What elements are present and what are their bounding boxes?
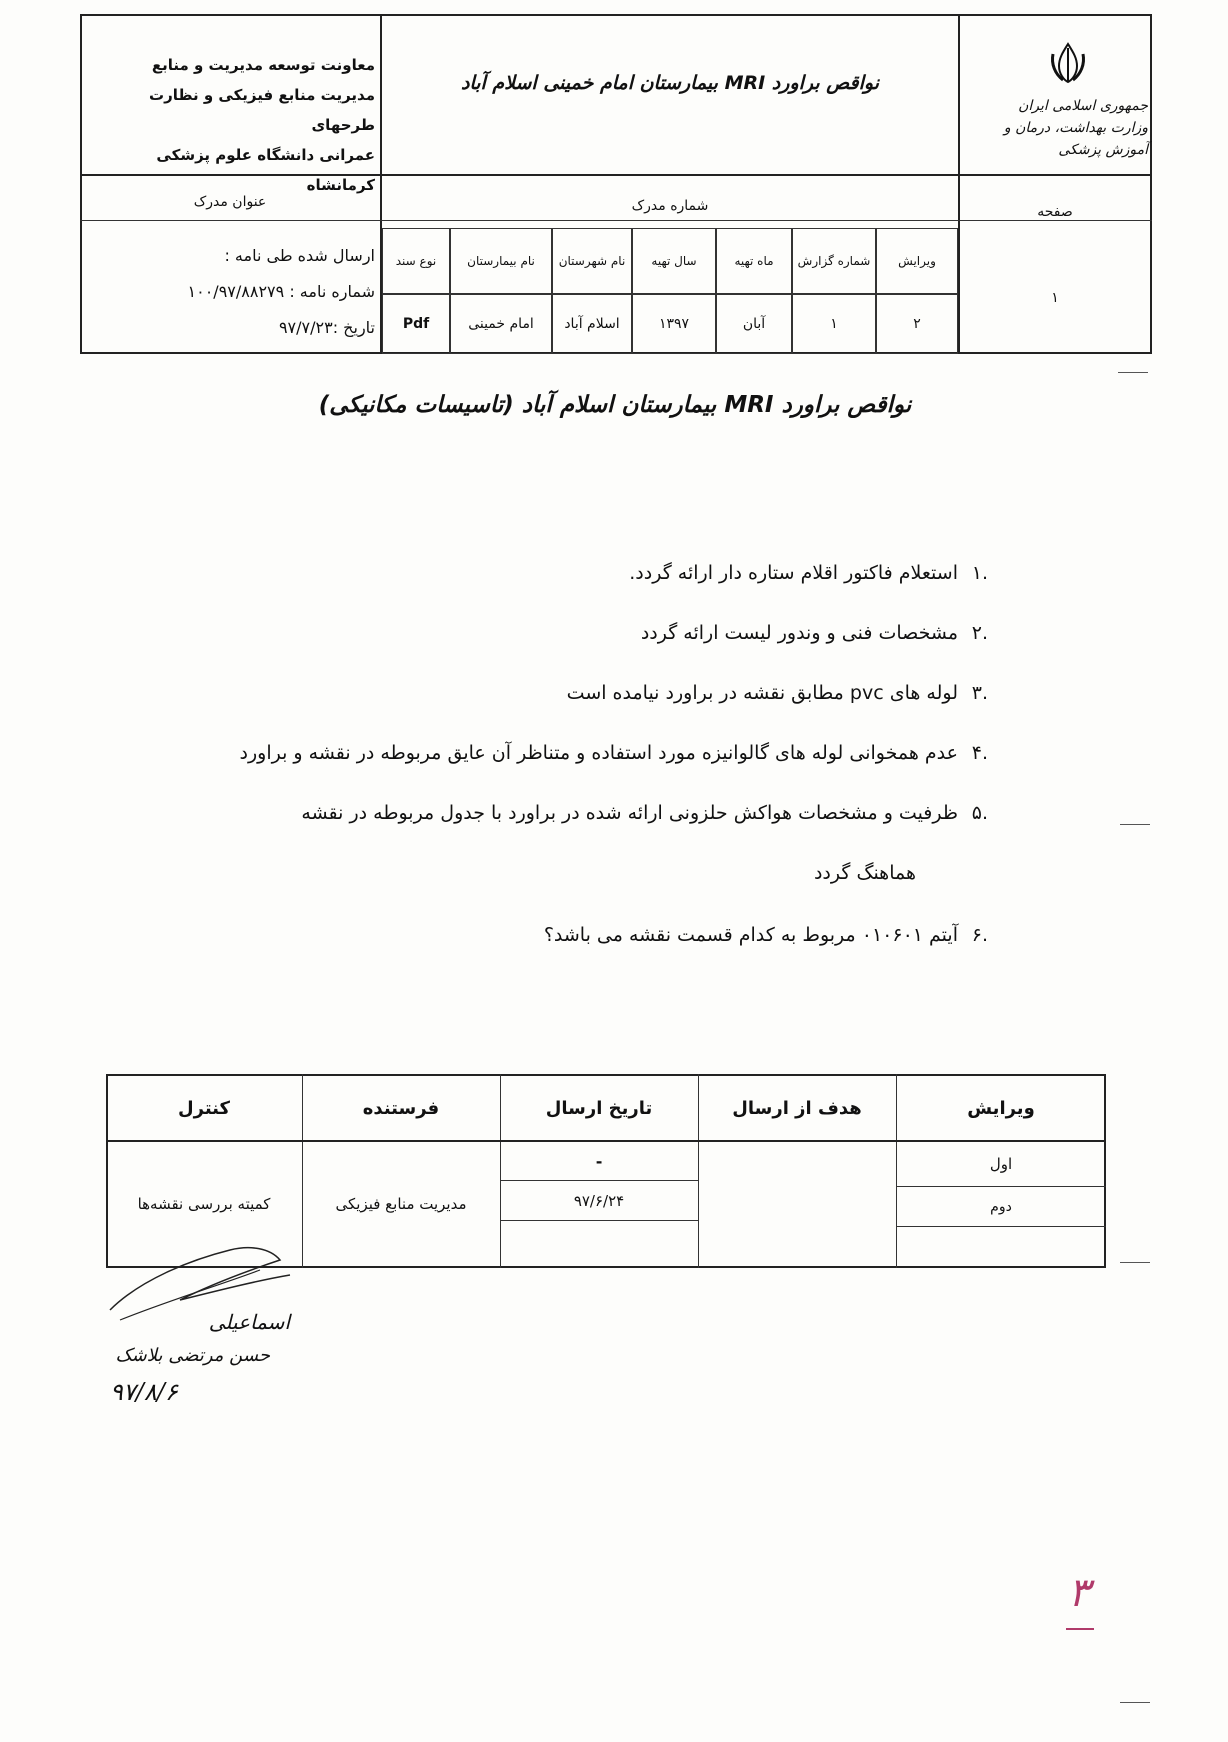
list-number: .۱ <box>971 562 988 584</box>
list-number: .۲ <box>971 622 988 644</box>
col-header-month: ماه تهیه <box>716 228 792 294</box>
page-number-underline <box>1066 1628 1094 1630</box>
footer-revision-row: اول <box>989 1155 1013 1173</box>
footer-date-row <box>500 1221 698 1266</box>
organization-name: معاونت توسعه مدیریت و منابع مدیریت منابع فیزیکی و نظارت طرحهای عمرانی دانشگاه علوم پزشکی کرمانشاه <box>149 56 375 194</box>
signature-date: ۹۷/۸/۶ <box>110 1378 178 1406</box>
footer-date-row: ۹۷/۶/۲۴ <box>573 1191 625 1210</box>
signature-name: اسماعیلی <box>208 1310 290 1334</box>
col-header-city: نام شهرستان <box>552 228 632 294</box>
list-number: .۳ <box>971 682 988 704</box>
footer-control: کمیته بررسی نقشه‌ها <box>137 1195 271 1213</box>
col-header-revision: ویرایش <box>876 228 958 294</box>
ministry-logo-text: جمهوری اسلامی ایران وزارت بهداشت، درمان و آموزش پزشکی <box>1003 98 1148 158</box>
value-hospital: امام خمینی <box>450 294 552 354</box>
scan-mark <box>1120 824 1150 825</box>
list-item: لوله های pvc مطابق نقشه در براورد نیامده است <box>566 682 958 704</box>
scan-mark <box>1120 1702 1150 1703</box>
header-divider <box>80 220 1152 221</box>
scan-mark <box>1118 372 1148 373</box>
value-doc-type: Pdf <box>382 294 450 354</box>
footer-sender: مدیریت منابع فیزیکی <box>335 1195 467 1213</box>
value-year: ۱۳۹۷ <box>632 294 716 354</box>
footer-header-sender: فرستنده <box>362 1097 440 1119</box>
label-page: صفحه <box>1037 204 1073 220</box>
col-header-year: سال تهیه <box>632 228 716 294</box>
list-number: .۴ <box>971 742 988 764</box>
list-item: عدم همخوانی لوله های گالوانیزه مورد استفاده و متناظر آن عایق مربوطه در نقشه و براورد <box>239 742 958 764</box>
col-header-hospital: نام بیمارستان <box>450 228 552 294</box>
label-doc-number: شماره مدرک <box>631 198 709 214</box>
list-number: .۵ <box>971 802 988 824</box>
sent-letter-info: ارسال شده طی نامه : شماره نامه : ۱۰۰/۹۷/۸۸۲۷۹ تاریخ :۹۷/۷/۲۳ <box>187 246 375 337</box>
list-number: .۶ <box>971 924 988 946</box>
header-doc-title: نواقص براورد MRI بیمارستان امام خمینی اسلام آباد <box>460 72 880 94</box>
list-item: ظرفیت و مشخصات هواکش حلزونی ارائه شده در براورد با جدول مربوطه در نقشه <box>301 802 958 824</box>
list-item: مشخصات فنی و وندور لیست ارائه گردد <box>640 622 958 644</box>
page-value: ۱ <box>1051 290 1059 306</box>
list-item: آیتم ۰۱۰۶۰۱ مربوط به کدام قسمت نقشه می باشد؟ <box>543 924 958 946</box>
list-item-continuation: هماهنگ گردد <box>813 862 916 884</box>
main-title: نواقص براورد MRI بیمارستان اسلام آباد (تاسیسات مکانیکی) <box>318 392 912 418</box>
footer-revision-row <box>896 1227 1106 1266</box>
page-number-handwritten: ۳ <box>1068 1570 1090 1616</box>
value-report-number: ۱ <box>792 294 876 354</box>
footer-header-revision: ویرایش <box>967 1097 1035 1119</box>
footer-date-row: - <box>595 1151 603 1171</box>
footer-revision-row: دوم <box>990 1198 1012 1215</box>
footer-header-send-date: تاریخ ارسال <box>545 1097 653 1119</box>
emblem-icon <box>1045 40 1091 86</box>
signature-title: حسن مرتضی بلاشک <box>115 1345 270 1366</box>
value-city: اسلام آباد <box>552 294 632 354</box>
col-header-doc-type: نوع سند <box>382 228 450 294</box>
scan-mark <box>1120 1262 1150 1263</box>
label-doc-title: عنوان مدرک <box>193 194 267 210</box>
footer-header-control: کنترل <box>178 1097 230 1119</box>
value-month: آبان <box>716 294 792 354</box>
value-revision: ۲ <box>876 294 958 354</box>
list-item: استعلام فاکتور اقلام ستاره دار ارائه گردد. <box>629 562 958 584</box>
footer-header-purpose: هدف از ارسال <box>732 1097 862 1119</box>
col-header-report-number: شماره گزارش <box>792 228 876 294</box>
